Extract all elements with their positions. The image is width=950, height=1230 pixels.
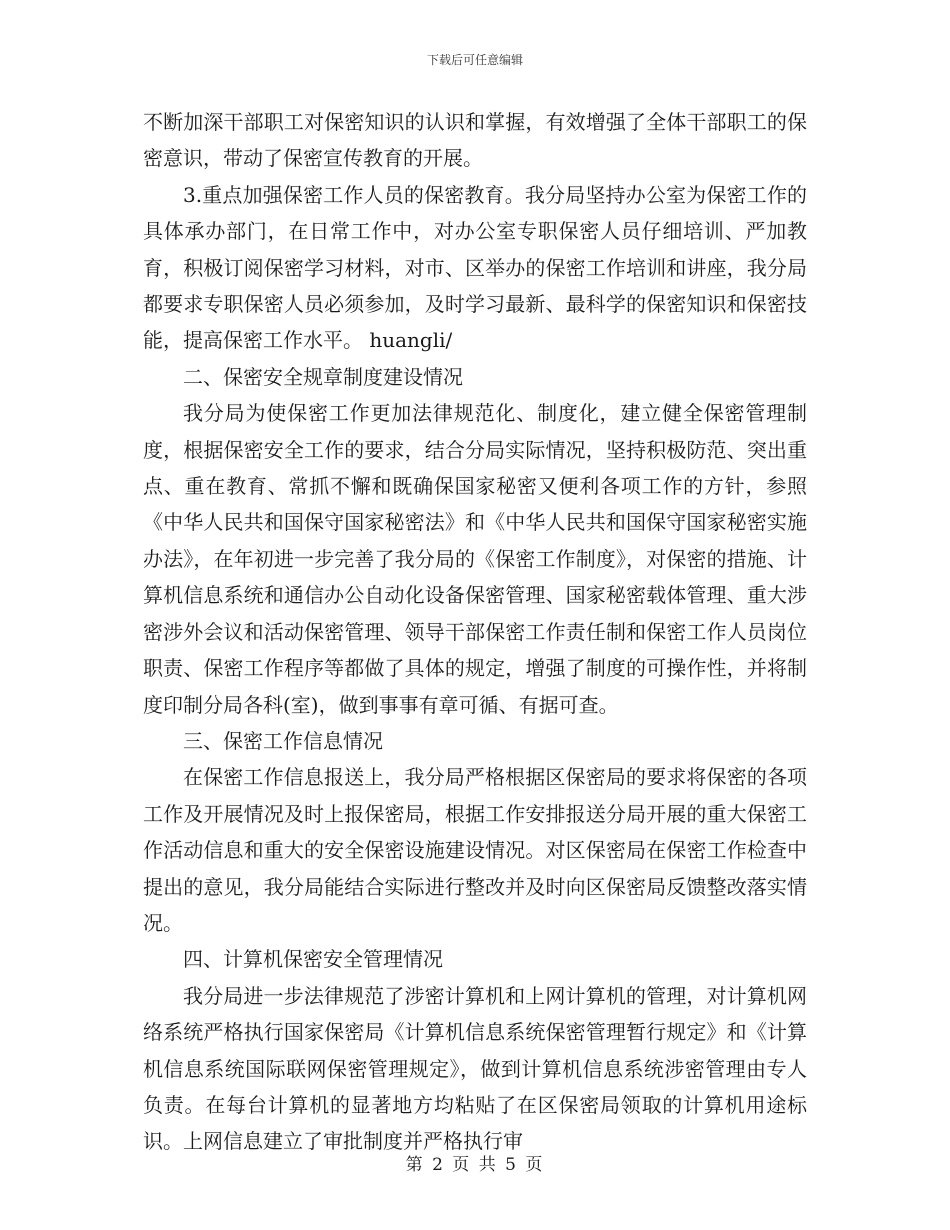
paragraph: 我分局进一步法律规范了涉密计算机和上网计算机的管理，对计算机网络系统严格执行国家保密局《计算机信息系统保密管理暂行规定》和《计算机信息系统国际联网保密管理规定》，做到计算机信息系统涉密管理由专人负责。在每台计算机的显著地方均粘贴了在区保密局领取的计算机用途标识。上网信息建立了审批制度并严格执行审: [143, 983, 807, 1154]
section-heading: 三、保密工作信息情况: [183, 728, 383, 753]
paragraph: 3.重点加强保密工作人员的保密教育。我分局坚持办公室为保密工作的具体承办部门，在日常工作中，对办公室专职保密人员仔细培训、严加教育，积极订阅保密学习材料，对市、区举办的保密工作培训和讲座，我分局都要求专职保密人员必须参加，及时学习最新、最科学的保密知识和保密技能，提高保密工作水平。 huangli/: [143, 182, 807, 353]
page-number-footer: 第 2 页 共 5 页: [405, 1155, 545, 1175]
page-header: 下载后可任意编辑: [426, 53, 523, 67]
section-heading: 二、保密安全规章制度建设情况: [183, 364, 463, 389]
paragraph: 我分局为使保密工作更加法律规范化、制度化，建立健全保密管理制度，根据保密安全工作的要求，结合分局实际情况，坚持积极防范、突出重点、重在教育、常抓不懈和既确保国家秘密又便利各项工作的方针，参照《中华人民共和国保守国家秘密法》和《中华人民共和国保守国家秘密实施办法》，在年初进一步完善了我分局的《保密工作制度》，对保密的措施、计算机信息系统和通信办公自动化设备保密管理、国家秘密载体管理、重大涉密涉外会议和活动保密管理、领导干部保密工作责任制和保密工作人员岗位职责、保密工作程序等都做了具体的规定，增强了制度的可操作性，并将制度印制分局各科(室)，做到事事有章可循、有据可查。: [143, 401, 807, 717]
paragraph: 在保密工作信息报送上，我分局严格根据区保密局的要求将保密的各项工作及开展情况及时上报保密局，根据工作安排报送分局开展的重大保密工作活动信息和重大的安全保密设施建设情况。对区保密局在保密工作检查中提出的意见，我分局能结合实际进行整改并及时向区保密局反馈整改落实情况。: [143, 765, 807, 935]
section-heading: 四、计算机保密安全管理情况: [183, 947, 443, 972]
paragraph: 不断加深干部职工对保密知识的认识和掌握，有效增强了全体干部职工的保密意识，带动了保密宣传教育的开展。: [143, 110, 807, 171]
document-body: [143, 104, 807, 1160]
